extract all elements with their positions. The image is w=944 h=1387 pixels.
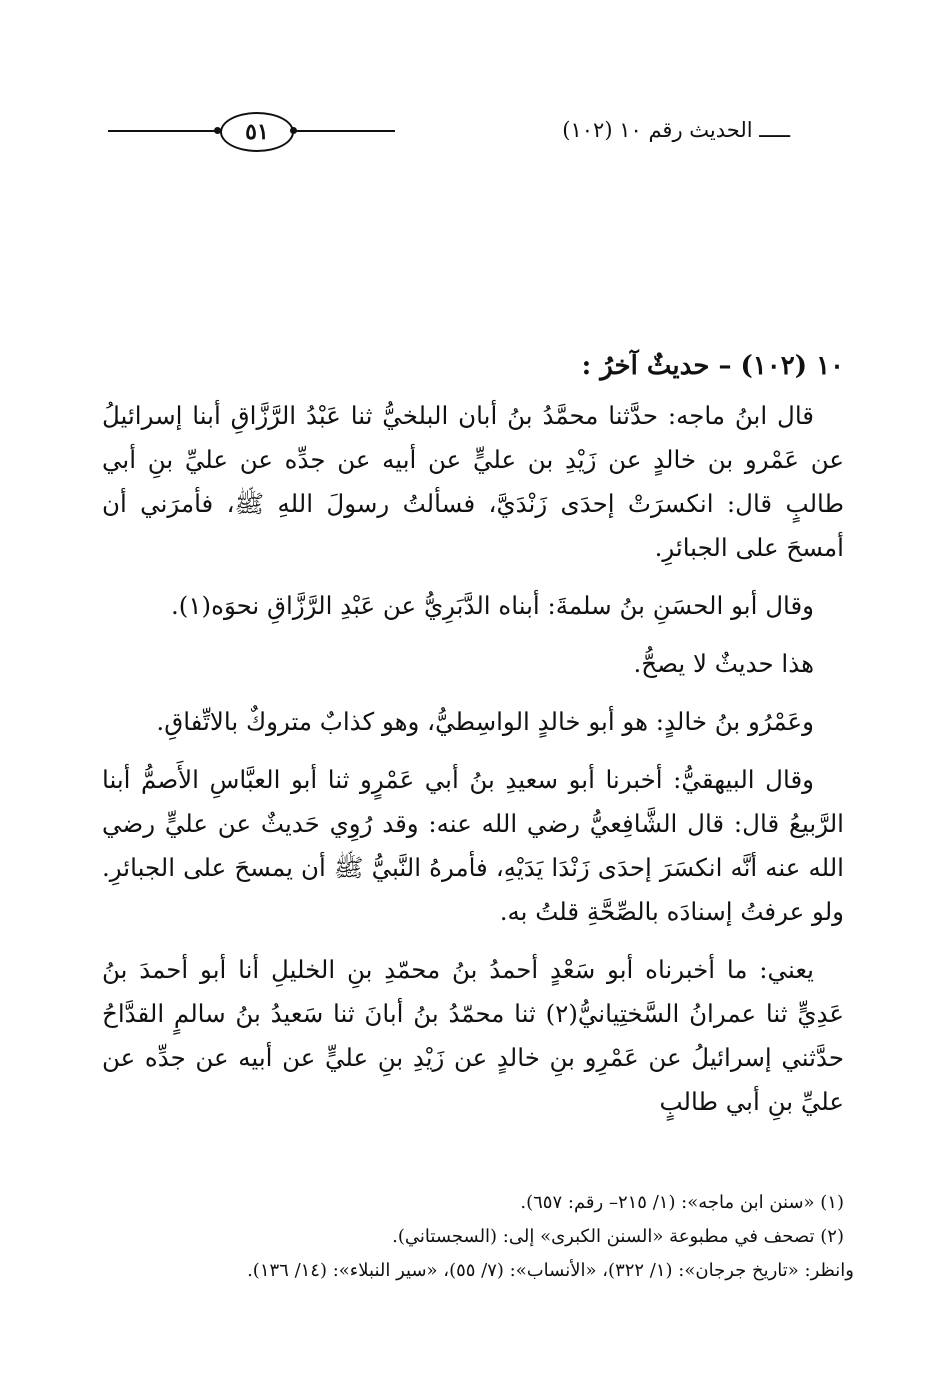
footnote-continuation: وانظر: «تاريخ جرجان»: (١/ ٣٢٢)، «الأنساب»: (٧/ ٥٥)، «سير النبلاء»: (١٤/ ١٣٦). <box>247 1260 854 1281</box>
paragraph: وقال البيهقيُّ: أخبرنا أبو سعيدِ بنُ أبي عَمْرٍو ثنا أبو العبَّاسِ الأَصمُّ أبنا الرَّبيعُ قال: قال الشَّافِعيُّ رضي الله عنه: وقد رُوِي حَديثٌ عن عليٍّ رضي الله عنه أنَّه انكسَرَ إحدَى زَنْدَا يَدَيْهِ، فأمرهُ النَّبيُّ ﷺ أن يمسحَ على الجبائرِ. ولو عرفتُ إسنادَه بالصِّحَّةِ قلتُ به. <box>102 765 844 926</box>
main-text <box>102 340 844 1124</box>
paragraph: يعني: ما أخبرناه أبو سَعْدٍ أحمدُ بنُ محمّدِ بنِ الخليلِ أنا أبو أحمدَ بنُ عَدِيٍّ ثنا عمرانُ السَّختِيانيُّ(٢) ثنا محمّدُ بنُ أبانَ ثنا سَعيدُ بنُ سالمٍ القدَّاحُ حدَّثني إسرائيلُ عن عَمْرِو بنِ خالدٍ عن زَيْدِ بنِ عليٍّ عن أبيه عن جدِّه عن عليِّ بنِ أبي طالبٍ <box>102 955 844 1116</box>
footnotes <box>102 1186 854 1288</box>
header-rule-middle <box>295 130 395 132</box>
paragraph: وقال أبو الحسَنِ بنُ سلمةَ: أبناه الدَّبَرِيُّ عن عَبْدِ الرَّزَّاقِ نحوَه(١). <box>171 591 814 620</box>
paragraph: هذا حديثٌ لا يصحُّ. <box>633 649 814 678</box>
footnote: (١) «سنن ابن ماجه»: (١/ ٢١٥– رقم: ٦٥٧). <box>520 1192 844 1213</box>
running-title: ـــــ الحديث رقم ١٠ (١٠٢) <box>562 118 790 142</box>
section-heading: ١٠ (١٠٢) – حديثٌ آخرُ : <box>581 351 844 381</box>
footnote: (٢) تصحف في مطبوعة «السنن الكبرى» إلى: (السجستاني). <box>392 1226 844 1247</box>
page-number: ٥١ <box>245 119 269 145</box>
header-rule-left <box>108 130 218 132</box>
paragraph: وعَمْرُو بنُ خالدٍ: هو أبو خالدٍ الواسِطيُّ، وهو كذابٌ متروكٌ بالاتِّفاقِ. <box>156 707 814 736</box>
page-header <box>100 106 842 156</box>
page-number-oval <box>220 112 294 152</box>
paragraph: قال ابنُ ماجه: حدَّثنا محمَّدُ بنُ أبان البلخيُّ ثنا عَبْدُ الرَّزَّاقِ أبنا إسرائيلُ عن عَمْرو بن خالدٍ عن زَيْدِ بن عليٍّ عن أبيه عن جدِّه عن عليِّ بنِ أبي طالبٍ قال: انكسرَتْ إحدَى زَنْدَيَّ، فسألتُ رسولَ اللهِ ﷺ، فأمرَني أن أمسحَ على الجبائرِ. <box>102 401 844 562</box>
